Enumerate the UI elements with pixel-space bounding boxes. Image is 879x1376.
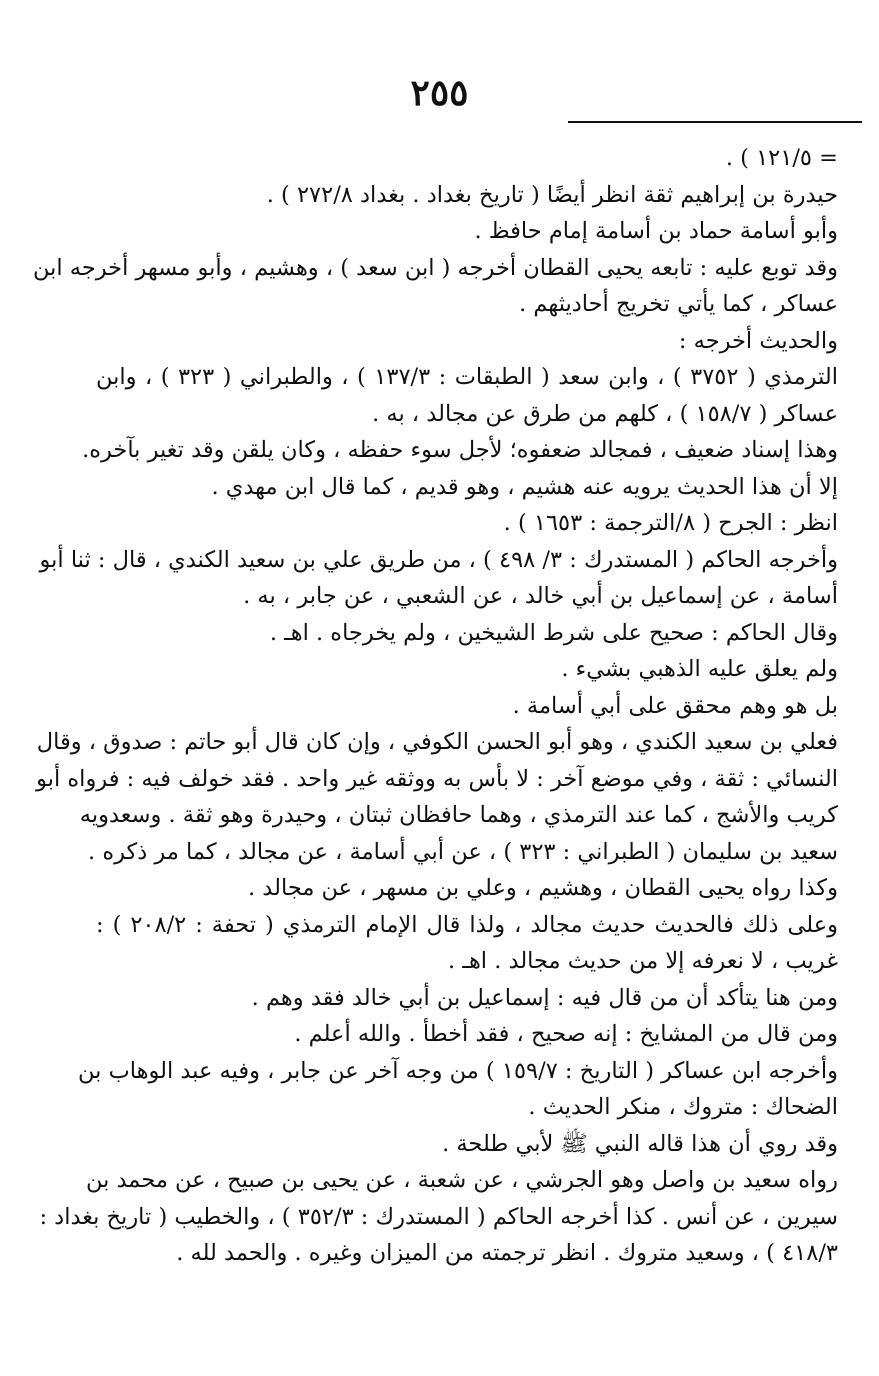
text-line: غريب ، لا نعرفه إلا من حديث مجالد . اهـ .: [448, 948, 838, 974]
text-line: انظر : الجرح ( ٨/الترجمة : ١٦٥٣ ) .: [503, 510, 838, 536]
text-line: الترمذي ( ٣٧٥٢ ) ، وابن سعد ( الطبقات : ١٣٧/٣ ) ، والطبراني ( ٣٢٣ ) ، وابن: [96, 364, 838, 390]
text-line: رواه سعيد بن واصل وهو الجرشي ، عن شعبة ، عن يحيى بن صبيح ، عن محمد بن: [85, 1167, 838, 1193]
text-line: بل هو وهم محقق على أبي أسامة .: [512, 692, 838, 719]
text-line: الضحاك : متروك ، منكر الحديث .: [528, 1094, 838, 1120]
text-line: فعلي بن سعيد الكندي ، وهو أبو الحسن الكوفي ، وإن كان قال أبو حاتم : صدوق ، وقال: [36, 729, 838, 755]
text-line: النسائي : ثقة ، وفي موضع آخر : لا بأس به ووثقه غير واحد . فقد خولف فيه : فرواه أبو: [36, 765, 838, 792]
text-line: وقد توبع عليه : تابعه يحيى القطان أخرجه ( ابن سعد ) ، وهشيم ، وأبو مسهر أخرجه ابن: [32, 254, 838, 281]
text-line: = ١٢١/٥ ) .: [725, 145, 838, 171]
text-line: سيرين ، عن أنس . كذا أخرجه الحاكم ( المستدرك : ٣٥٢/٣ ) ، والخطيب ( تاريخ بغداد :: [39, 1203, 838, 1230]
text-line: وأبو أسامة حماد بن أسامة إمام حافظ .: [474, 218, 838, 244]
text-line: وعلى ذلك فالحديث حديث مجالد ، ولذا قال الإمام الترمذي ( تحفة : ٢٠٨/٢ ) :: [96, 911, 838, 938]
page-number: ٢٥٥: [410, 72, 469, 114]
text-line: وقد روي أن هذا قاله النبي ﷺ لأبي طلحة .: [442, 1130, 838, 1157]
footnote-divider-rule: [568, 121, 862, 123]
text-line: أسامة ، عن إسماعيل بن أبي خالد ، عن الشعبي ، عن جابر ، به .: [243, 583, 838, 609]
text-line: وأخرجه ابن عساكر ( التاريخ : ١٥٩/٧ ) من وجه آخر عن جابر ، وفيه عبد الوهاب بن: [78, 1057, 838, 1084]
text-line: والحديث أخرجه :: [678, 327, 838, 354]
footnote-text-block: [32, 140, 838, 1272]
text-line: وهذا إسناد ضعيف ، فمجالد ضعفوه؛ لأجل سوء حفظه ، وكان يلقن وقد تغير بآخره.: [82, 437, 838, 463]
text-line: كريب والأشج ، كما عند الترمذي ، وهما حافظان ثبتان ، وحيدرة وهو ثقة . وسعدويه: [79, 802, 838, 828]
text-line: وقال الحاكم : صحيح على شرط الشيخين ، ولم يخرجاه . اهـ .: [269, 619, 838, 646]
text-line: عساكر ، كما يأتي تخريج أحاديثهم .: [519, 291, 838, 317]
text-line: ولم يعلق عليه الذهبي بشيء .: [561, 656, 838, 682]
text-line: ٤١٨/٣ ) ، وسعيد متروك . انظر ترجمته من الميزان وغيره . والحمد لله .: [176, 1240, 838, 1266]
text-line: وكذا رواه يحيى القطان ، وهشيم ، وعلي بن مسهر ، عن مجالد .: [248, 875, 838, 901]
text-line: وأخرجه الحاكم ( المستدرك : ٣/ ٤٩٨ ) ، من طريق علي بن سعيد الكندي ، قال : ثنا أبو: [39, 546, 838, 573]
text-line: ومن قال من المشايخ : إنه صحيح ، فقد أخطأ . والله أعلم .: [294, 1021, 838, 1047]
text-line: عساكر ( ١٥٨/٧ ) ، كلهم من طرق عن مجالد ، به .: [372, 400, 838, 427]
text-line: سعيد بن سليمان ( الطبراني : ٣٢٣ ) ، عن أبي أسامة ، عن مجالد ، كما مر ذكره .: [88, 838, 838, 865]
text-line: ومن هنا يتأكد أن من قال فيه : إسماعيل بن أبي خالد فقد وهم .: [251, 984, 838, 1011]
text-line: إلا أن هذا الحديث يرويه عنه هشيم ، وهو قديم ، كما قال ابن مهدي .: [211, 473, 838, 500]
text-line: حيدرة بن إبراهيم ثقة انظر أيضًا ( تاريخ بغداد . بغداد ٢٧٢/٨ ) .: [266, 181, 838, 208]
